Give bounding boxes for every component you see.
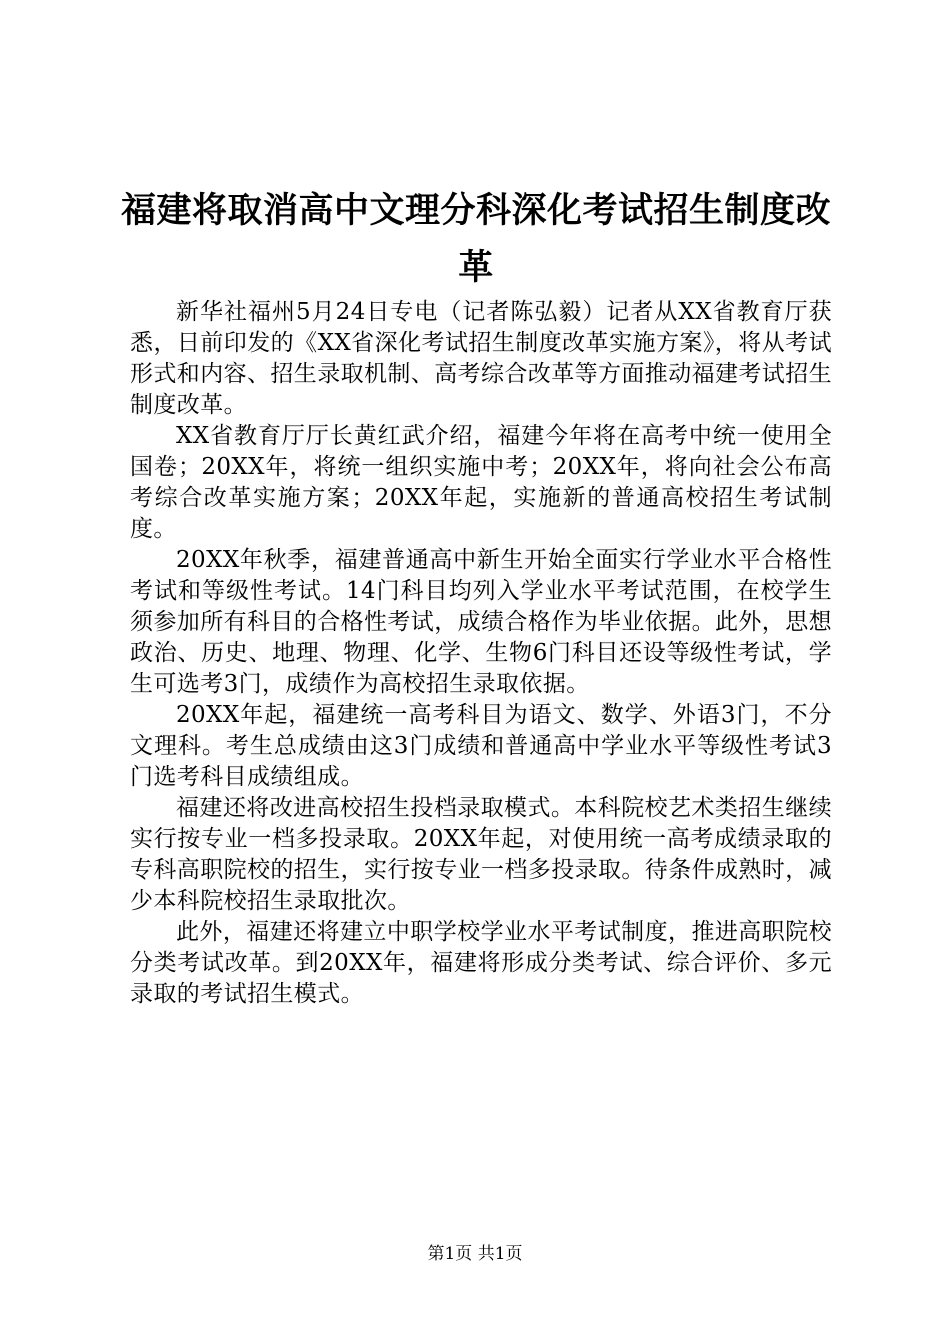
paragraph-4: 20XX年起，福建统一高考科目为语文、数学、外语3门，不分文理科。考生总成绩由这3门成绩和普通高中学业水平等级性考试3门选考科目成绩组成。 xyxy=(130,702,832,790)
document-body xyxy=(130,297,832,1010)
paragraph-1: 新华社福州5月24日专电（记者陈弘毅）记者从XX省教育厅获悉，日前印发的《XX省深化考试招生制度改革实施方案》，将从考试形式和内容、招生录取机制、高考综合改革等方面推动福建考试招生制度改革。 xyxy=(130,299,832,418)
paragraph-2: XX省教育厅厅长黄红武介绍，福建今年将在高考中统一使用全国卷；20XX年，将统一组织实施中考；20XX年，将向社会公布高考综合改革实施方案；20XX年起，实施新的普通高校招生考试制度。 xyxy=(130,423,832,542)
paragraph-6: 此外，福建还将建立中职学校学业水平考试制度，推进高职院校分类考试改革。到20XX年，福建将形成分类考试、综合评价、多元录取的考试招生模式。 xyxy=(130,919,832,1007)
paragraph-5: 福建还将改进高校招生投档录取模式。本科院校艺术类招生继续实行按专业一档多投录取。20XX年起，对使用统一高考成绩录取的专科高职院校的招生，实行按专业一档多投录取。待条件成熟时，减少本科院校招生录取批次。 xyxy=(130,795,832,914)
paragraph-3: 20XX年秋季，福建普通高中新生开始全面实行学业水平合格性考试和等级性考试。14门科目均列入学业水平考试范围，在校学生须参加所有科目的合格性考试，成绩合格作为毕业依据。此外，思想政治、历史、地理、物理、化学、生物6门科目还设等级性考试，学生可选考3门，成绩作为高校招生录取依据。 xyxy=(130,547,832,697)
document-title: 福建将取消高中文理分科深化考试招生制度改革 xyxy=(120,190,831,288)
page-footer: 第1页 共1页 xyxy=(427,1244,523,1264)
